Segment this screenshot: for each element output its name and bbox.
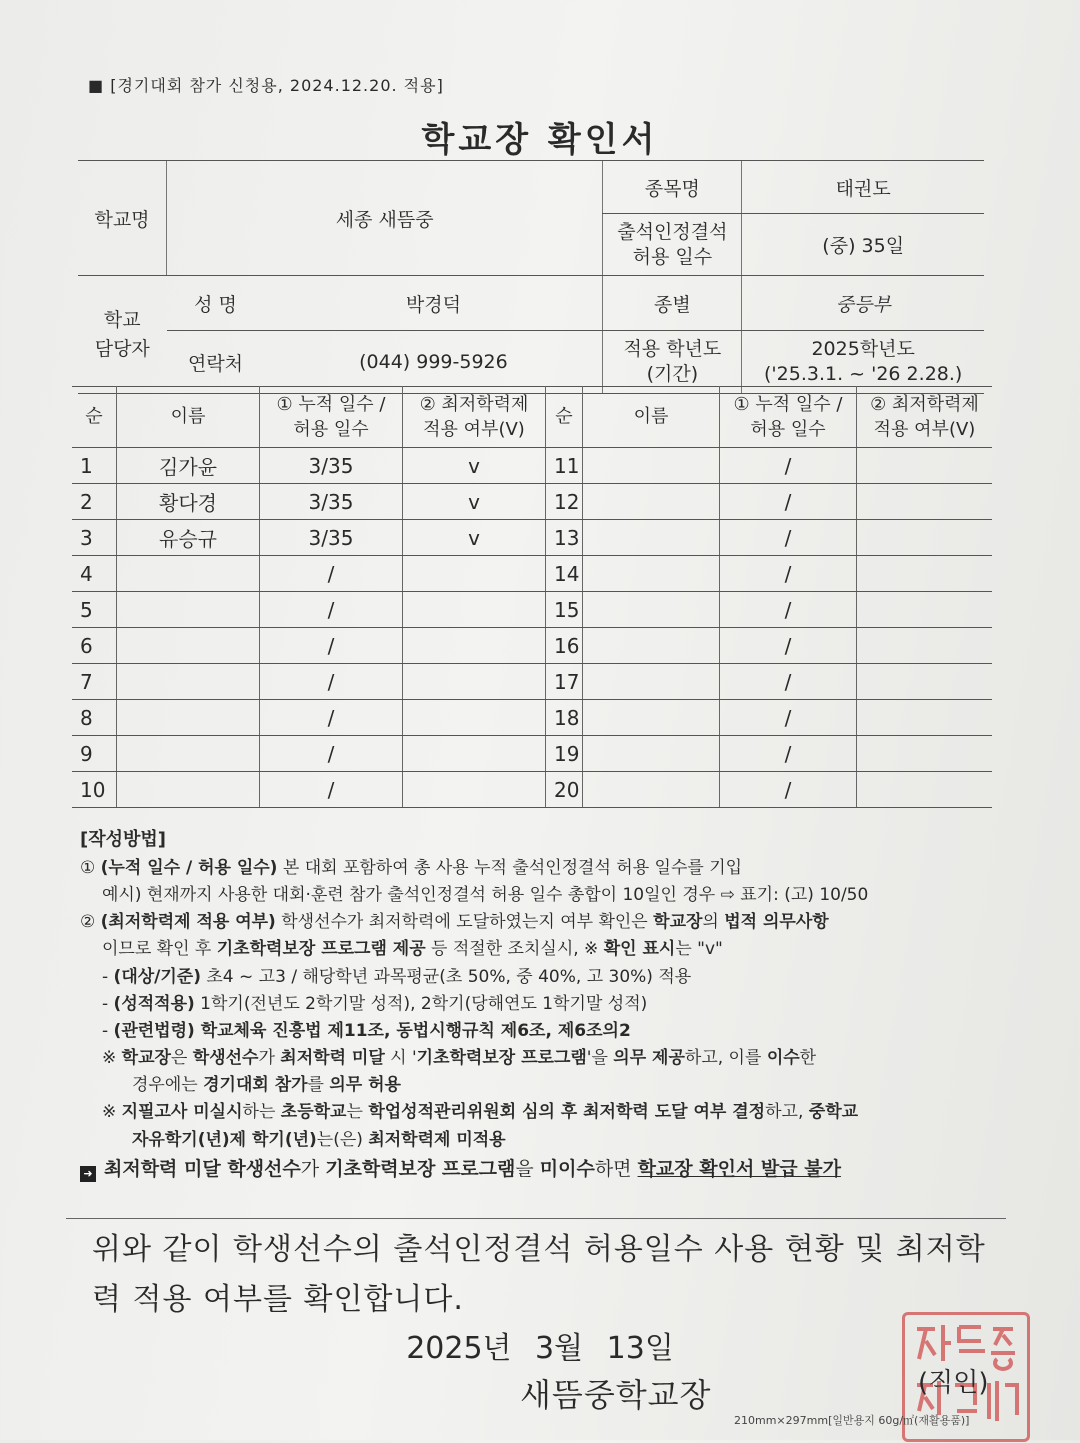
cell-left-check: v — [403, 448, 546, 484]
col-num-left: 순 — [72, 387, 117, 448]
grades-term: (성적적용) — [113, 993, 195, 1014]
year-label-line1: 적용 학년도 — [623, 338, 722, 361]
cell-right-name — [583, 700, 720, 736]
cell-left-name — [117, 736, 260, 772]
manager-label-line1: 학교 — [103, 309, 141, 332]
col-min-left-line1: ② 최저학력제 — [419, 393, 529, 415]
fw-b: 가 — [300, 1157, 326, 1180]
table-row — [72, 592, 992, 628]
cell-left-name — [117, 700, 260, 736]
col-min-right-line1: ② 최저학력제 — [870, 393, 979, 415]
cell-left-days: / — [260, 736, 403, 772]
n2-c: 하는 — [242, 1102, 281, 1123]
cell-right-num: 15 — [546, 592, 583, 628]
paper-spec: 210mm×297mm[일반용지 60g/㎡(재활용품)] — [734, 1414, 970, 1427]
n2-h: 중학교 — [808, 1102, 859, 1123]
event-value: 태권도 — [742, 161, 984, 214]
table-row — [72, 772, 992, 808]
cell-right-name — [583, 556, 720, 592]
year-label — [603, 331, 742, 393]
i2c-b: 기초학력보장 프로그램 제공 — [216, 939, 426, 960]
cell-left-name: 김가윤 — [117, 448, 260, 484]
col-days-right-line1: ① 누적 일수 / — [733, 393, 843, 415]
n1c-a: 경우에는 — [132, 1075, 204, 1096]
i1-term: (누적 일수 / 허용 일수) — [100, 857, 278, 878]
n1-g: 시 ' — [384, 1048, 417, 1069]
col-name-right: 이름 — [583, 387, 720, 448]
n1-j: 의무 제공 — [613, 1048, 685, 1069]
name-value: 박경덕 — [265, 276, 603, 331]
cell-left-days: / — [260, 772, 403, 808]
table-row — [72, 484, 992, 520]
instruction-law — [80, 1018, 1010, 1045]
event-label: 종목명 — [603, 161, 742, 214]
cell-left-num: 4 — [72, 556, 117, 592]
principal-signature: 새뜸중학교장 — [520, 1376, 712, 1414]
cell-left-check — [403, 664, 546, 700]
school-label: 학교명 — [78, 161, 167, 276]
cell-left-num: 10 — [72, 772, 117, 808]
col-min-right — [857, 387, 993, 448]
cell-left-days: / — [260, 700, 403, 736]
instruction-note-1-cont — [80, 1072, 1010, 1099]
n1c-c: 를 — [307, 1075, 330, 1096]
contact-value: (044) 999-5926 — [265, 331, 603, 393]
cell-right-days: / — [720, 448, 857, 484]
n2c-b: 는(은) — [316, 1129, 369, 1150]
col-min-left-line2: 적용 여부(V) — [423, 419, 525, 440]
n1-m: 한 — [799, 1048, 817, 1069]
n1-f: 최저학력 미달 — [280, 1048, 385, 1069]
cell-right-num: 13 — [546, 520, 583, 556]
cell-left-check — [403, 736, 546, 772]
cell-left-name — [117, 556, 260, 592]
cell-right-name — [583, 484, 720, 520]
n2-a: ※ — [102, 1102, 122, 1123]
cell-left-num: 6 — [72, 628, 117, 664]
cell-left-check — [403, 700, 546, 736]
cell-left-days: 3/35 — [260, 448, 403, 484]
year-value — [742, 331, 984, 393]
cell-right-name — [583, 592, 720, 628]
table-row — [72, 700, 992, 736]
cell-right-check — [857, 592, 993, 628]
athlete-table-header — [72, 387, 992, 448]
n1-a: ※ — [102, 1048, 122, 1069]
instruction-grades — [80, 991, 1010, 1018]
col-min-right-line2: 적용 여부(V) — [873, 419, 976, 440]
cell-left-check — [403, 592, 546, 628]
i2-text-d: 법적 의무사항 — [724, 912, 829, 933]
i2-term: (최저학력제 적용 여부) — [100, 912, 276, 933]
cell-right-num: 12 — [546, 484, 583, 520]
cell-left-num: 3 — [72, 520, 117, 556]
instruction-target — [80, 964, 1010, 991]
cell-left-check — [403, 628, 546, 664]
year-value-line1: 2025학년도 — [811, 338, 915, 361]
cell-right-name — [583, 448, 720, 484]
cell-left-days: / — [260, 664, 403, 700]
col-days-left-line1: ① 누적 일수 / — [276, 393, 386, 415]
cell-right-num: 17 — [546, 664, 583, 700]
instruction-1 — [80, 855, 1010, 882]
cell-right-num: 16 — [546, 628, 583, 664]
n2c-c: 최저학력제 미적용 — [368, 1129, 506, 1150]
cell-left-check: v — [403, 484, 546, 520]
cell-left-days: / — [260, 592, 403, 628]
grades-text: 1학기(전년도 2학기말 성적), 2학기(당해연도 1학기말 성적) — [194, 993, 648, 1014]
table-row — [72, 520, 992, 556]
fw-c: 기초학력보장 프로그램 — [325, 1157, 516, 1180]
i2-marker: ② — [80, 912, 101, 933]
i2-text-c: 의 — [702, 912, 725, 933]
n1-l: 이수 — [766, 1048, 800, 1069]
law-text: (관련법령) 학교체육 진흥법 제11조, 동법시행규칙 제6조, 제6조의2 — [113, 1020, 631, 1041]
page-title: 학교장 확인서 — [421, 120, 659, 160]
name-label: 성 명 — [167, 276, 265, 331]
law-dash: - — [102, 1020, 114, 1041]
cell-right-name — [583, 520, 720, 556]
i2c-a: 이므로 확인 후 — [102, 939, 217, 960]
cell-right-check — [857, 628, 993, 664]
cell-right-check — [857, 520, 993, 556]
col-name-left: 이름 — [117, 387, 260, 448]
i1-text: 본 대회 포함하여 총 사용 누적 출석인정결석 허용 일수를 기입 — [277, 857, 743, 878]
n2-d: 초등학교 — [280, 1102, 347, 1123]
instructions — [80, 826, 1010, 1184]
n1-h: 기초학력보장 프로그램 — [416, 1048, 587, 1069]
arrow-box-icon: ➜ — [80, 1166, 96, 1182]
n1c-d: 의무 허용 — [329, 1075, 401, 1096]
cell-right-check — [857, 772, 993, 808]
cell-right-days: / — [720, 592, 857, 628]
cell-right-name — [583, 664, 720, 700]
final-warning — [80, 1154, 1010, 1184]
cell-right-num: 18 — [546, 700, 583, 736]
athlete-table — [72, 386, 992, 808]
fw-a: 최저학력 미달 학생선수 — [104, 1157, 301, 1180]
instructions-heading: [작성방법] — [80, 829, 167, 850]
cell-right-num: 11 — [546, 448, 583, 484]
type-value: 중등부 — [742, 276, 984, 331]
cell-right-days: / — [720, 520, 857, 556]
cell-left-name: 황다경 — [117, 484, 260, 520]
issue-date: 2025년 3월 13일 — [406, 1331, 674, 1366]
cell-left-check — [403, 556, 546, 592]
cell-right-days: / — [720, 772, 857, 808]
n1-e: 가 — [258, 1048, 281, 1069]
cell-right-name — [583, 772, 720, 808]
cell-left-days: / — [260, 628, 403, 664]
cell-right-name — [583, 628, 720, 664]
cell-right-days: / — [720, 628, 857, 664]
n1c-b: 경기대회 참가 — [203, 1075, 308, 1096]
info-table — [78, 160, 984, 394]
n1-i: '을 — [586, 1048, 614, 1069]
confirmation-text: 위와 같이 학생선수의 출석인정결석 허용일수 사용 현황 및 최저학력 적용 여부를 확인합니다. — [92, 1232, 986, 1317]
col-num-right: 순 — [546, 387, 583, 448]
cell-left-num: 1 — [72, 448, 117, 484]
cell-left-days: / — [260, 556, 403, 592]
fw-e: 미이수 — [539, 1157, 595, 1180]
table-row — [72, 664, 992, 700]
seal-label: (직인) — [918, 1368, 989, 1398]
table-row — [72, 556, 992, 592]
cell-right-check — [857, 736, 993, 772]
cell-right-days: / — [720, 484, 857, 520]
fw-d: 을 — [515, 1157, 540, 1180]
instruction-note-1 — [80, 1045, 1010, 1072]
cell-right-check — [857, 448, 993, 484]
absence-label-line1: 출석인정결석 — [617, 221, 728, 243]
col-min-left — [403, 387, 546, 448]
target-text: 초4 ~ 고3 / 해당학년 과목평균(초 50%, 중 40%, 고 30%) 적용 — [200, 966, 692, 987]
cell-left-name — [117, 772, 260, 808]
i2c-e: 는 "v" — [675, 939, 723, 960]
cell-right-days: / — [720, 700, 857, 736]
cell-right-num: 19 — [546, 736, 583, 772]
col-days-left — [260, 387, 403, 448]
col-days-left-line2: 허용 일수 — [293, 419, 369, 440]
grades-dash: - — [102, 993, 114, 1014]
cell-right-days: / — [720, 664, 857, 700]
absence-value: (중) 35일 — [742, 214, 984, 276]
cell-left-num: 7 — [72, 664, 117, 700]
absence-label-line2: 허용 일수 — [632, 245, 713, 268]
cell-left-name: 유승규 — [117, 520, 260, 556]
cell-right-days: / — [720, 736, 857, 772]
instruction-note-2-cont — [80, 1127, 1010, 1154]
header-note: ■ [경기대회 참가 신청용, 2024.12.20. 적용] — [88, 76, 444, 95]
instruction-note-2 — [80, 1099, 1010, 1126]
col-days-right-line2: 허용 일수 — [750, 419, 826, 440]
school-value: 세종 새뜸중 — [167, 161, 603, 276]
n2-f: 학업성적관리위원회 심의 후 최저학력 도달 여부 결정 — [368, 1102, 766, 1123]
year-value-line2: ('25.3.1. ~ '26 2.28.) — [764, 363, 963, 386]
i2c-c: 등 적절한 조치실시, ※ — [425, 939, 604, 960]
table-row — [72, 448, 992, 484]
i1-marker: ① — [80, 857, 101, 878]
n1-b: 학교장 — [121, 1048, 171, 1069]
cell-left-name — [117, 664, 260, 700]
fw-g: 학교장 확인서 발급 불가 — [637, 1157, 841, 1180]
col-days-right — [720, 387, 857, 448]
cell-right-days: / — [720, 556, 857, 592]
cell-left-check: v — [403, 520, 546, 556]
year-label-line2: (기간) — [646, 363, 699, 386]
cell-right-num: 20 — [546, 772, 583, 808]
target-term: (대상/기준) — [113, 966, 201, 987]
instruction-1-example: 예시) 현재까지 사용한 대회·훈련 참가 출석인정결석 허용 일수 총합이 10일인 경우 ⇨ 표기: (고) 10/50 — [102, 884, 869, 905]
cell-left-num: 2 — [72, 484, 117, 520]
cell-left-days: 3/35 — [260, 484, 403, 520]
i2-text-b: 학교장 — [653, 912, 703, 933]
type-label: 종별 — [603, 276, 742, 331]
n2-g: 하고, — [765, 1102, 809, 1123]
i2c-d: 확인 표시 — [603, 939, 676, 960]
n1-c: 은 — [170, 1048, 193, 1069]
n2c-a: 자유학기(년)제 학기(년) — [132, 1129, 317, 1150]
target-dash: - — [102, 966, 114, 987]
cell-left-num: 8 — [72, 700, 117, 736]
cell-right-check — [857, 556, 993, 592]
cell-left-days: 3/35 — [260, 520, 403, 556]
manager-label-line2: 담당자 — [94, 337, 150, 360]
n2-e: 는 — [346, 1102, 369, 1123]
cell-left-num: 5 — [72, 592, 117, 628]
n1-d: 학생선수 — [192, 1048, 259, 1069]
table-row — [72, 628, 992, 664]
cell-right-check — [857, 484, 993, 520]
cell-left-name — [117, 592, 260, 628]
cell-right-check — [857, 700, 993, 736]
cell-right-num: 14 — [546, 556, 583, 592]
absence-label — [603, 214, 742, 276]
fw-f: 하면 — [594, 1157, 638, 1180]
n2-b: 지필고사 미실시 — [121, 1102, 243, 1123]
cell-left-name — [117, 628, 260, 664]
n1-k: 하고, 이를 — [684, 1048, 767, 1069]
i2-text-a: 학생선수가 최저학력에 도달하였는지 여부 확인은 — [275, 912, 654, 933]
instruction-2-cont — [80, 936, 1010, 963]
instruction-2 — [80, 909, 1010, 936]
manager-label — [78, 276, 167, 393]
table-row — [72, 736, 992, 772]
cell-left-check — [403, 772, 546, 808]
divider — [66, 1218, 1006, 1219]
cell-right-name — [583, 736, 720, 772]
contact-label: 연락처 — [167, 331, 265, 393]
cell-right-check — [857, 664, 993, 700]
cell-left-num: 9 — [72, 736, 117, 772]
